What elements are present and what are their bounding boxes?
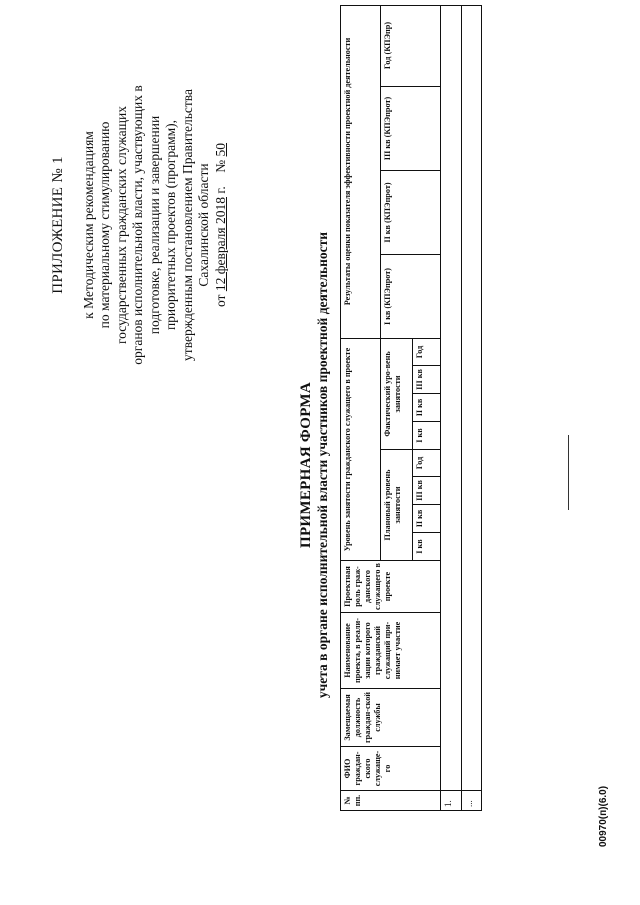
header-project-role: Проектная роль граж-данского служащего в проекте xyxy=(340,561,440,613)
number-value: 50 xyxy=(212,142,228,157)
appendix-heading: ПРИЛОЖЕНИЕ № 1 xyxy=(50,156,66,294)
table-row xyxy=(440,5,461,791)
appendix-line: государственных гражданских служащих xyxy=(113,105,129,345)
header-actual-year: Год xyxy=(412,339,440,366)
header-result-q2: II кв (КПЭпрот) xyxy=(380,171,440,255)
header-result-year: Год (КПЭпр) xyxy=(380,5,440,87)
header-position: Замещаемая должность граждан-ской службы xyxy=(340,689,440,747)
separator-line xyxy=(568,435,569,510)
participants-table xyxy=(340,5,482,811)
row-number: ... xyxy=(461,791,482,811)
header-result-q3: III кв (КПЭпрот) xyxy=(380,87,440,171)
header-planned-year: Год xyxy=(412,450,440,477)
date-suffix: г. xyxy=(212,186,228,194)
header-results: Результаты оценки показателя эффективности проектной деятельности xyxy=(340,5,380,339)
header-planned-q3: III кв xyxy=(412,477,440,505)
header-planned-level: Плановый уровень занятости xyxy=(380,450,412,561)
document-code: 00970(п)(6.0) xyxy=(598,785,609,847)
row-number: 1. xyxy=(440,791,461,811)
header-num: № пп. xyxy=(340,791,440,811)
number-sign: № xyxy=(212,159,228,173)
header-planned-q1: I кв xyxy=(412,533,440,561)
header-result-q1: I кв (КПЭпрот) xyxy=(380,255,440,339)
table-row xyxy=(461,5,482,791)
appendix-block xyxy=(50,65,229,385)
form-title: ПРИМЕРНАЯ ФОРМА xyxy=(298,382,314,549)
appendix-line: по материальному стимулированию xyxy=(97,121,112,329)
appendix-line: Сахалинской области xyxy=(196,163,211,287)
header-actual-q2: II кв xyxy=(412,394,440,422)
date-prefix: от xyxy=(212,294,228,308)
header-actual-level: Фактический уро-вень занятости xyxy=(380,339,412,450)
header-actual-q3: III кв xyxy=(412,366,440,394)
header-planned-q2: II кв xyxy=(412,505,440,533)
header-project-name: Наименование проекта, в реали-зации которого гражданский служащий при-нимает участие xyxy=(340,613,440,689)
appendix-line: к Методическим рекомендациям xyxy=(80,131,96,319)
header-actual-q1: I кв xyxy=(412,422,440,450)
header-fio: ФИО граждан-ского служаще-го xyxy=(340,747,440,791)
appendix-line: подготовке, реализации и завершении xyxy=(146,115,162,335)
appendix-line: органов исполнительной власти, участвующих в xyxy=(130,85,145,365)
header-employment-level: Уровень занятости гражданского служащего в проекте xyxy=(340,339,380,561)
appendix-line: утвержденным постановлением Правительства xyxy=(179,89,195,361)
date-value: 12 февраля 2018 xyxy=(212,197,228,292)
appendix-date-line xyxy=(213,65,230,385)
form-subtitle: учета в органе исполнительной власти участников проектной деятельности xyxy=(315,231,330,699)
appendix-line: приоритетных проектов (программ), xyxy=(163,119,178,331)
